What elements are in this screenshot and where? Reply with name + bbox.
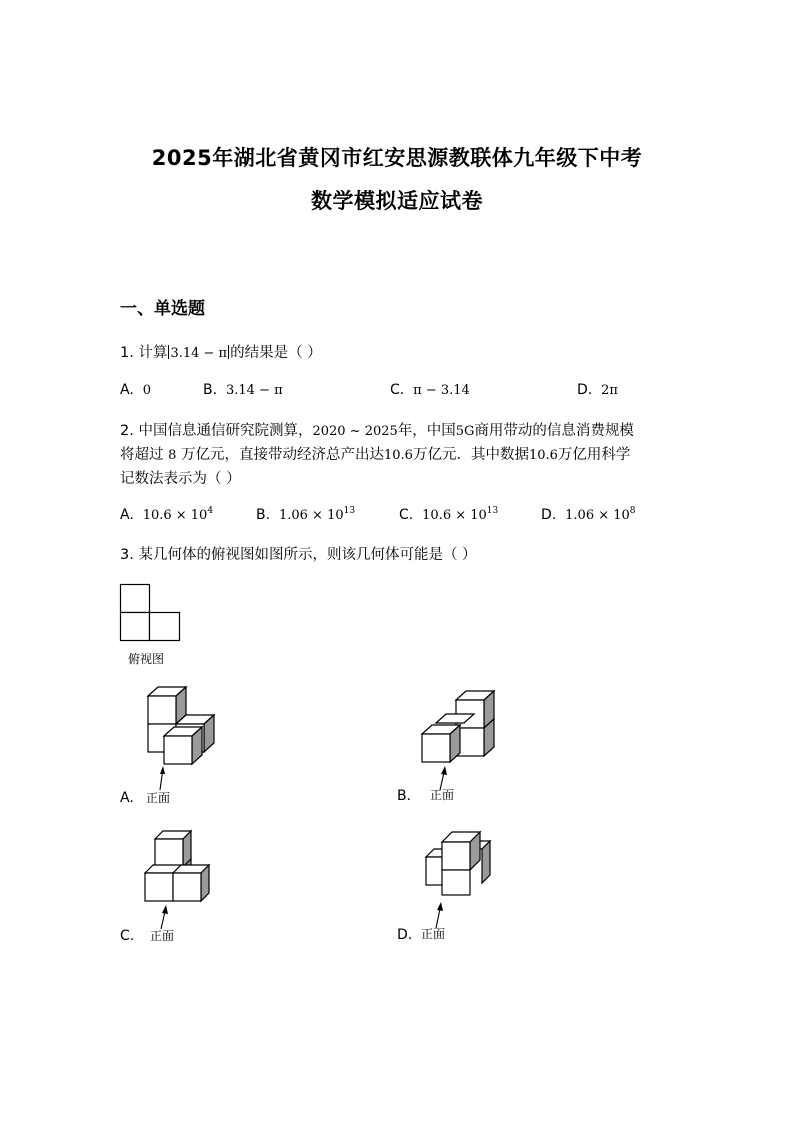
question-text: 计算 [138, 345, 168, 361]
exam-title-line1: 2025年湖北省黄冈市红安思源教联体九年级下中考 [151, 146, 643, 170]
question-1 [120, 341, 322, 362]
top-view-figure [120, 584, 182, 642]
question-text: 的结果是（ ） [230, 345, 322, 361]
question-number: 1. [120, 345, 134, 361]
q3-option-a[interactable]: A. [120, 790, 134, 806]
q1-option-d[interactable]: D. 2π [577, 382, 618, 398]
question-2-line2: 将超过 8 万亿元，直接带动经济总产出达10.6万亿元．其中数据10.6万亿用科学 [120, 447, 631, 463]
q1-option-b[interactable]: B. 3.14 − π [203, 382, 283, 398]
front-label-c: 正面 [150, 929, 175, 943]
question-2-line1: 2. 中国信息通信研究院测算，2020 ~ 2025年，中国5G商用带动的信息消费规模 [120, 423, 634, 439]
exam-title-line2: 数学模拟适应试卷 [311, 189, 483, 213]
q1-option-c[interactable]: C. π − 3.14 [390, 382, 470, 398]
q3-option-c[interactable]: C. [120, 928, 135, 944]
front-label-d: 正面 [421, 927, 446, 941]
q3-option-b-figure [420, 690, 496, 790]
abs-expression: 3.14 − π [170, 346, 228, 361]
q3-option-d-figure [424, 830, 494, 930]
question-2-line3: 记数法表示为（ ） [120, 471, 241, 487]
question-3: 3. 某几何体的俯视图如图所示，则该几何体可能是（ ） [120, 547, 477, 563]
q3-option-a-figure [146, 686, 218, 792]
q3-option-c-figure [143, 829, 213, 931]
section-heading: 一、单选题 [120, 299, 205, 319]
q2-option-b[interactable]: B. $1.06 \times 10^{13}$ [256, 506, 356, 523]
front-label-a: 正面 [146, 791, 171, 805]
q2-option-c[interactable]: C. $10.6 \times 10^{13}$ [399, 506, 499, 523]
top-view-label: 俯视图 [128, 652, 165, 666]
front-label-b: 正面 [430, 788, 455, 802]
q3-option-b[interactable]: B. [397, 788, 412, 804]
q3-option-d[interactable]: D. [397, 927, 413, 943]
q1-option-a[interactable]: A. 0 [120, 382, 151, 398]
q2-option-a[interactable]: A. $10.6 \times 10^4$ [120, 506, 214, 523]
q2-option-d[interactable]: D. $1.06 \times 10^8$ [541, 506, 636, 523]
